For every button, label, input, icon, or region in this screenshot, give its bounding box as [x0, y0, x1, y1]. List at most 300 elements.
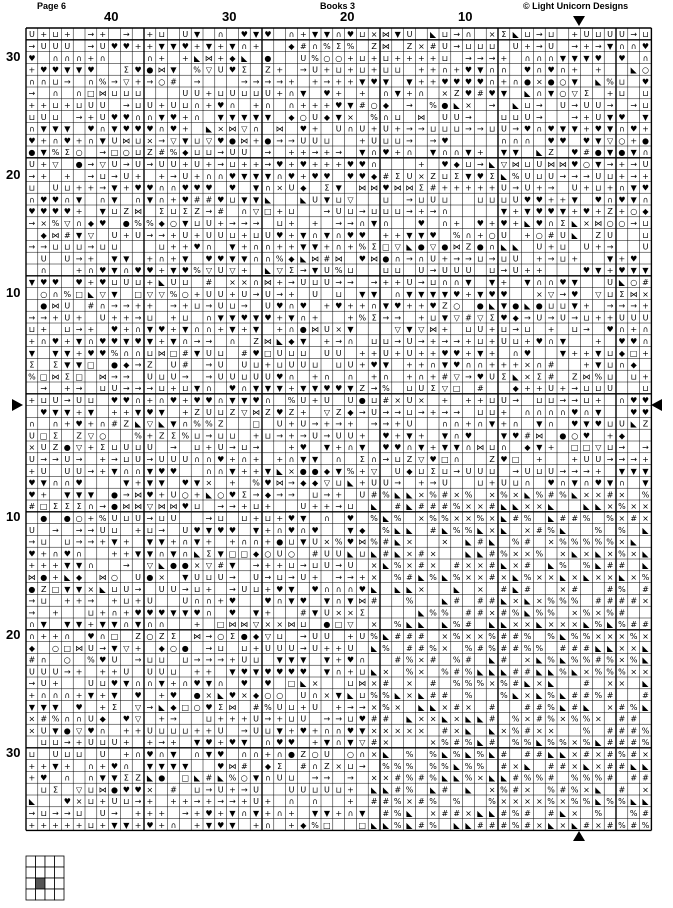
- stitch-symbol: ∩: [477, 360, 484, 370]
- stitch-symbol: ▼: [642, 266, 649, 276]
- stitch-symbol: ∩: [288, 30, 295, 40]
- stitch-symbol: ♥: [87, 65, 95, 75]
- stitch-symbol: %: [382, 691, 390, 701]
- stitch-symbol: ∩: [205, 242, 212, 252]
- stitch-symbol: ♥: [205, 809, 213, 819]
- stitch-symbol: #: [630, 738, 638, 748]
- stitch-symbol: #: [382, 797, 390, 807]
- stitch-symbol: ⊔: [111, 242, 118, 252]
- stitch-symbol: ∩: [642, 337, 649, 347]
- stitch-symbol: U: [359, 490, 366, 500]
- stitch-symbol: ⊔: [241, 643, 248, 653]
- stitch-symbol: ♥: [618, 337, 626, 347]
- stitch-symbol: U: [300, 278, 307, 288]
- stitch-symbol: ∩: [359, 655, 366, 665]
- stitch-symbol: ×: [618, 632, 626, 642]
- stitch-symbol: %: [464, 738, 473, 748]
- stitch-symbol: ♥: [193, 242, 201, 252]
- stitch-symbol: □: [264, 207, 272, 217]
- stitch-symbol: %: [570, 632, 579, 642]
- stitch-symbol: U: [40, 667, 47, 677]
- stitch-symbol: ∩: [182, 419, 189, 429]
- stitch-symbol: +: [170, 325, 177, 335]
- stitch-symbol: +: [87, 325, 95, 335]
- stitch-symbol: +: [217, 738, 225, 748]
- stitch-symbol: ∩: [618, 124, 625, 134]
- stitch-symbol: +: [347, 667, 354, 677]
- stitch-symbol: +: [170, 384, 177, 394]
- stitch-symbol: U: [264, 643, 271, 653]
- stitch-symbol: +: [146, 254, 154, 264]
- stitch-symbol: ⊔: [418, 466, 425, 476]
- stitch-symbol: U: [323, 750, 330, 760]
- stitch-symbol: #: [583, 691, 590, 701]
- stitch-symbol: →: [465, 254, 472, 264]
- stitch-symbol: +: [87, 514, 95, 524]
- stitch-symbol: %: [370, 537, 378, 547]
- stitch-symbol: →: [276, 136, 284, 146]
- stitch-symbol: ▽: [548, 289, 555, 299]
- stitch-symbol: ♥: [488, 289, 496, 299]
- stitch-symbol: →: [630, 171, 638, 181]
- stitch-symbol: #: [382, 679, 390, 689]
- stitch-symbol: ◣: [418, 702, 425, 712]
- stitch-symbol: ●: [618, 148, 626, 158]
- stitch-symbol: ○: [181, 490, 189, 500]
- stitch-symbol: ∩: [241, 455, 248, 465]
- stitch-symbol: ♥: [476, 219, 484, 229]
- stitch-symbol: +: [158, 101, 166, 111]
- stitch-symbol: Z: [430, 171, 436, 181]
- stitch-symbol: +: [87, 183, 95, 193]
- stitch-symbol: →: [583, 466, 590, 476]
- stitch-symbol: U: [323, 632, 330, 642]
- stitch-symbol: ▼: [571, 124, 578, 134]
- stitch-symbol: ⊔: [536, 466, 543, 476]
- stitch-symbol: %: [488, 797, 496, 807]
- stitch-symbol: ♥: [346, 655, 355, 665]
- stitch-symbol: ⊔: [642, 384, 649, 394]
- stitch-symbol: ●: [476, 242, 484, 252]
- stitch-symbol: +: [642, 372, 649, 382]
- stitch-symbol: U: [146, 372, 153, 382]
- stitch-symbol: ○: [75, 514, 83, 524]
- stitch-symbol: +: [453, 65, 461, 75]
- stitch-symbol: %: [382, 525, 390, 535]
- stitch-symbol: %: [570, 797, 579, 807]
- stitch-symbol: ⊔: [642, 101, 649, 111]
- stitch-symbol: ⋈: [228, 761, 237, 771]
- stitch-symbol: U: [323, 266, 330, 276]
- stitch-symbol: ○: [630, 207, 638, 217]
- stitch-symbol: ♥: [110, 761, 119, 771]
- stitch-symbol: ◣: [559, 702, 566, 712]
- stitch-symbol: ♥: [582, 207, 591, 217]
- stitch-symbol: ⊔: [276, 632, 283, 642]
- stitch-symbol: ×: [406, 549, 413, 559]
- stitch-symbol: ○: [488, 230, 496, 240]
- stitch-symbol: +: [335, 643, 343, 653]
- stitch-symbol: ×: [500, 797, 508, 807]
- stitch-symbol: ▼: [111, 643, 118, 653]
- stitch-symbol: +: [170, 242, 177, 252]
- stitch-symbol: ×: [594, 820, 602, 830]
- stitch-symbol: ×: [547, 620, 555, 630]
- stitch-symbol: #: [559, 761, 567, 771]
- stitch-symbol: ×: [323, 537, 331, 547]
- stitch-symbol: ◣: [524, 89, 531, 99]
- stitch-symbol: →: [335, 148, 343, 158]
- stitch-symbol: ▼: [418, 230, 425, 240]
- stitch-symbol: ×: [347, 608, 354, 618]
- stitch-symbol: %: [323, 42, 331, 52]
- stitch-symbol: →: [335, 278, 343, 288]
- stitch-symbol: %: [582, 797, 591, 807]
- stitch-symbol: %: [570, 773, 579, 783]
- stitch-symbol: ∩: [347, 809, 354, 819]
- stitch-symbol: ▼: [312, 455, 319, 465]
- stitch-symbol: %: [464, 679, 473, 689]
- stitch-symbol: ⊔: [75, 809, 83, 819]
- stitch-symbol: +: [252, 101, 260, 111]
- stitch-symbol: %: [606, 514, 614, 524]
- stitch-symbol: #: [465, 608, 472, 618]
- stitch-symbol: ◣: [524, 490, 531, 500]
- stitch-symbol: %: [547, 797, 555, 807]
- stitch-symbol: %: [547, 596, 555, 606]
- stitch-symbol: +: [394, 148, 402, 158]
- stitch-symbol: ◆: [76, 573, 83, 583]
- stitch-symbol: ▼: [111, 466, 118, 476]
- stitch-symbol: +: [370, 348, 378, 358]
- stitch-symbol: ▼: [607, 148, 614, 158]
- stitch-symbol: +: [347, 419, 354, 429]
- stitch-symbol: ×: [500, 573, 508, 583]
- stitch-symbol: ▼: [253, 773, 260, 783]
- stitch-symbol: +: [240, 230, 248, 240]
- stitch-symbol: ◣: [194, 773, 201, 783]
- stitch-symbol: Z: [76, 431, 82, 441]
- stitch-symbol: ◣: [158, 419, 165, 429]
- stitch-symbol: %: [464, 490, 473, 500]
- stitch-symbol: ×: [524, 785, 531, 795]
- stitch-symbol: ∩: [500, 65, 507, 75]
- stitch-symbol: ▼: [465, 148, 472, 158]
- stitch-symbol: ◆: [182, 148, 189, 158]
- stitch-symbol: +: [205, 537, 213, 547]
- stitch-symbol: →: [87, 242, 95, 252]
- stitch-symbol: ⋈: [122, 136, 131, 146]
- stitch-symbol: ◣: [406, 525, 413, 535]
- stitch-symbol: ⊔: [111, 278, 118, 288]
- stitch-symbol: →: [288, 136, 295, 146]
- stitch-symbol: ×: [630, 549, 638, 559]
- stitch-symbol: ◣: [548, 667, 555, 677]
- stitch-symbol: Σ: [430, 384, 436, 394]
- stitch-symbol: ◣: [264, 266, 271, 276]
- stitch-symbol: →: [111, 455, 118, 465]
- stitch-symbol: U: [229, 372, 236, 382]
- stitch-symbol: U: [607, 278, 614, 288]
- stitch-symbol: ▼: [182, 573, 189, 583]
- stitch-symbol: →: [535, 42, 543, 52]
- stitch-symbol: U: [217, 301, 224, 311]
- stitch-symbol: ×: [535, 596, 543, 606]
- stitch-symbol: ◣: [465, 820, 472, 830]
- stitch-symbol: ∩: [453, 455, 460, 465]
- stitch-symbol: →: [606, 242, 614, 252]
- stitch-symbol: →: [122, 372, 130, 382]
- stitch-symbol: +: [193, 171, 201, 181]
- stitch-symbol: →: [217, 148, 225, 158]
- stitch-symbol: ◣: [500, 502, 507, 512]
- stitch-symbol: ⊔: [229, 195, 236, 205]
- stitch-symbol: ●: [75, 160, 83, 170]
- stitch-symbol: ×: [594, 608, 602, 618]
- stitch-symbol: ∩: [347, 372, 354, 382]
- stitch-symbol: ◣: [571, 820, 578, 830]
- stitch-symbol: ○: [217, 632, 225, 642]
- stitch-symbol: →: [63, 77, 71, 87]
- stitch-symbol: →: [429, 207, 437, 217]
- stitch-symbol: %: [535, 643, 544, 653]
- stitch-symbol: +: [476, 396, 484, 406]
- stitch-symbol: ♥: [441, 77, 449, 87]
- stitch-symbol: ♥: [122, 714, 130, 724]
- stitch-symbol: U: [146, 101, 153, 111]
- stitch-symbol: +: [429, 407, 437, 417]
- stitch-symbol: ◆: [323, 112, 330, 122]
- stitch-symbol: ◣: [406, 490, 413, 500]
- stitch-symbol: ◣: [382, 514, 389, 524]
- stitch-symbol: #: [512, 514, 520, 524]
- stitch-symbol: ◣: [642, 702, 649, 712]
- stitch-symbol: ◣: [382, 820, 389, 830]
- stitch-symbol: ♥: [181, 502, 189, 512]
- stitch-symbol: ◆: [359, 525, 366, 535]
- stitch-symbol: U: [500, 183, 507, 193]
- stitch-symbol: +: [311, 313, 319, 323]
- stitch-symbol: U: [111, 136, 118, 146]
- stitch-symbol: ◣: [583, 702, 590, 712]
- stitch-symbol: Σ: [123, 773, 129, 783]
- stitch-symbol: →: [323, 714, 331, 724]
- stitch-symbol: ▼: [347, 325, 354, 335]
- stitch-symbol: ♥: [488, 89, 496, 99]
- stitch-symbol: ♥: [193, 679, 201, 689]
- stitch-symbol: #: [170, 77, 177, 87]
- stitch-symbol: U: [312, 65, 319, 75]
- stitch-symbol: ○: [299, 112, 307, 122]
- stitch-symbol: ⊔: [99, 679, 106, 689]
- stitch-symbol: U: [264, 230, 271, 240]
- stitch-symbol: U: [87, 679, 94, 689]
- stitch-symbol: U: [618, 419, 625, 429]
- stitch-symbol: #: [524, 820, 531, 830]
- stitch-symbol: ◣: [158, 278, 165, 288]
- stitch-symbol: ♥: [134, 65, 142, 75]
- stitch-symbol: Z: [335, 407, 342, 417]
- stitch-symbol: ▼: [630, 195, 637, 205]
- stitch-symbol: ◣: [477, 549, 484, 559]
- stitch-symbol: U: [64, 254, 71, 264]
- stitch-symbol: #: [382, 809, 390, 819]
- stitch-symbol: →: [335, 419, 343, 429]
- stitch-symbol: ▼: [87, 407, 94, 417]
- stitch-symbol: #: [547, 230, 555, 240]
- stitch-symbol: ♥: [99, 348, 107, 358]
- stitch-symbol: ∩: [323, 584, 330, 594]
- stitch-symbol: →: [488, 101, 496, 111]
- stitch-symbol: ♥: [476, 171, 484, 181]
- stitch-symbol: #: [370, 714, 378, 724]
- stitch-symbol: U: [170, 514, 177, 524]
- stitch-symbol: ⋈: [358, 537, 367, 547]
- stitch-symbol: ▽: [394, 242, 401, 252]
- stitch-symbol: +: [99, 537, 107, 547]
- stitch-symbol: +: [370, 124, 378, 134]
- stitch-symbol: ×: [417, 667, 425, 677]
- stitch-symbol: ∩: [64, 773, 71, 783]
- stitch-symbol: Σ: [277, 761, 283, 771]
- stitch-symbol: ◣: [453, 773, 460, 783]
- stitch-symbol: %: [618, 750, 626, 760]
- stitch-symbol: ×: [571, 608, 579, 618]
- stitch-symbol: +: [28, 691, 36, 701]
- stitch-symbol: %: [346, 42, 355, 52]
- stitch-symbol: #: [417, 797, 425, 807]
- stitch-symbol: ○: [276, 691, 284, 701]
- stitch-symbol: +: [335, 77, 343, 87]
- stitch-symbol: ▼: [300, 537, 307, 547]
- stitch-symbol: %: [452, 525, 461, 535]
- stitch-symbol: ▼: [359, 726, 366, 736]
- stitch-symbol: □: [452, 384, 461, 394]
- stitch-symbol: ∩: [135, 679, 142, 689]
- stitch-symbol: %: [523, 773, 532, 783]
- stitch-symbol: %: [606, 667, 614, 677]
- stitch-symbol: ▼: [300, 337, 307, 347]
- stitch-symbol: +: [205, 797, 213, 807]
- stitch-symbol: ♥: [228, 691, 237, 701]
- stitch-symbol: →: [417, 124, 425, 134]
- stitch-symbol: ∩: [64, 632, 71, 642]
- stitch-symbol: ⊔: [512, 478, 519, 488]
- stitch-symbol: ⊔: [276, 219, 283, 229]
- stitch-symbol: +: [28, 337, 36, 347]
- stitch-symbol: ●: [181, 643, 189, 653]
- stitch-symbol: ▼: [229, 325, 236, 335]
- stitch-symbol: ◣: [524, 608, 531, 618]
- stitch-symbol: +: [500, 77, 508, 87]
- stitch-symbol: #: [642, 809, 649, 819]
- stitch-symbol: ◣: [548, 561, 555, 571]
- stitch-symbol: ♥: [299, 443, 307, 453]
- stitch-symbol: %: [382, 761, 390, 771]
- stitch-symbol: ◣: [371, 584, 378, 594]
- stitch-symbol: %: [193, 419, 201, 429]
- stitch-symbol: ×: [512, 620, 520, 630]
- stitch-symbol: →: [488, 53, 496, 63]
- stitch-symbol: ⊔: [642, 230, 649, 240]
- stitch-symbol: ♥: [240, 679, 248, 689]
- stitch-symbol: U: [28, 525, 35, 535]
- stitch-symbol: ♥: [146, 124, 154, 134]
- stitch-symbol: U: [312, 289, 319, 299]
- stitch-symbol: %: [134, 431, 142, 441]
- stitch-symbol: ○: [217, 490, 225, 500]
- stitch-symbol: ⊔: [524, 325, 531, 335]
- stitch-symbol: ▼: [76, 65, 83, 75]
- stitch-symbol: +: [240, 466, 248, 476]
- stitch-symbol: U: [229, 148, 236, 158]
- stitch-symbol: +: [288, 726, 295, 736]
- column-number-10: 10: [458, 9, 473, 24]
- stitch-symbol: +: [75, 183, 83, 193]
- stitch-symbol: ⊔: [500, 112, 508, 122]
- stitch-symbol: ∩: [99, 726, 106, 736]
- stitch-symbol: →: [193, 77, 201, 87]
- stitch-symbol: +: [158, 820, 166, 830]
- stitch-symbol: #: [524, 809, 531, 819]
- stitch-symbol: U: [312, 195, 319, 205]
- stitch-symbol: ▼: [595, 348, 602, 358]
- stitch-symbol: ⊔: [441, 53, 449, 63]
- stitch-symbol: ×: [618, 490, 626, 500]
- stitch-symbol: □: [87, 360, 95, 370]
- stitch-symbol: ∩: [170, 183, 177, 193]
- stitch-symbol: ♥: [146, 266, 154, 276]
- stitch-symbol: %: [500, 679, 508, 689]
- stitch-symbol: +: [606, 183, 614, 193]
- stitch-symbol: →: [75, 525, 83, 535]
- stitch-symbol: #: [453, 809, 461, 819]
- stitch-symbol: ×: [630, 643, 638, 653]
- stitch-symbol: ∩: [536, 124, 543, 134]
- stitch-symbol: U: [630, 313, 637, 323]
- stitch-symbol: ∩: [241, 750, 248, 760]
- stitch-symbol: #: [429, 679, 437, 689]
- stitch-symbol: %: [582, 514, 591, 524]
- stitch-symbol: ♥: [75, 278, 83, 288]
- stitch-symbol: #: [642, 278, 649, 288]
- stitch-symbol: #: [547, 360, 555, 370]
- stitch-symbol: U: [300, 136, 307, 146]
- stitch-symbol: ⊔: [477, 478, 484, 488]
- stitch-symbol: #: [535, 525, 543, 535]
- stitch-symbol: Σ: [76, 502, 82, 512]
- stitch-symbol: ▼: [323, 655, 330, 665]
- stitch-symbol: ◣: [559, 691, 566, 701]
- stitch-symbol: #: [535, 750, 543, 760]
- stitch-symbol: %: [559, 537, 567, 547]
- stitch-symbol: ▼: [241, 396, 248, 406]
- stitch-symbol: #: [406, 573, 413, 583]
- stitch-symbol: ∩: [524, 53, 531, 63]
- stitch-symbol: □: [110, 148, 119, 158]
- stitch-symbol: +: [63, 30, 71, 40]
- stitch-symbol: U: [135, 514, 142, 524]
- stitch-symbol: U: [441, 112, 448, 122]
- stitch-symbol: ○: [170, 219, 177, 229]
- stitch-symbol: ▼: [99, 136, 106, 146]
- stitch-symbol: ×: [618, 679, 626, 689]
- stitch-symbol: ×: [417, 714, 425, 724]
- stitch-symbol: ◣: [347, 549, 354, 559]
- stitch-symbol: #: [571, 584, 579, 594]
- stitch-symbol: ♥: [51, 195, 60, 205]
- stitch-symbol: ○: [111, 573, 118, 583]
